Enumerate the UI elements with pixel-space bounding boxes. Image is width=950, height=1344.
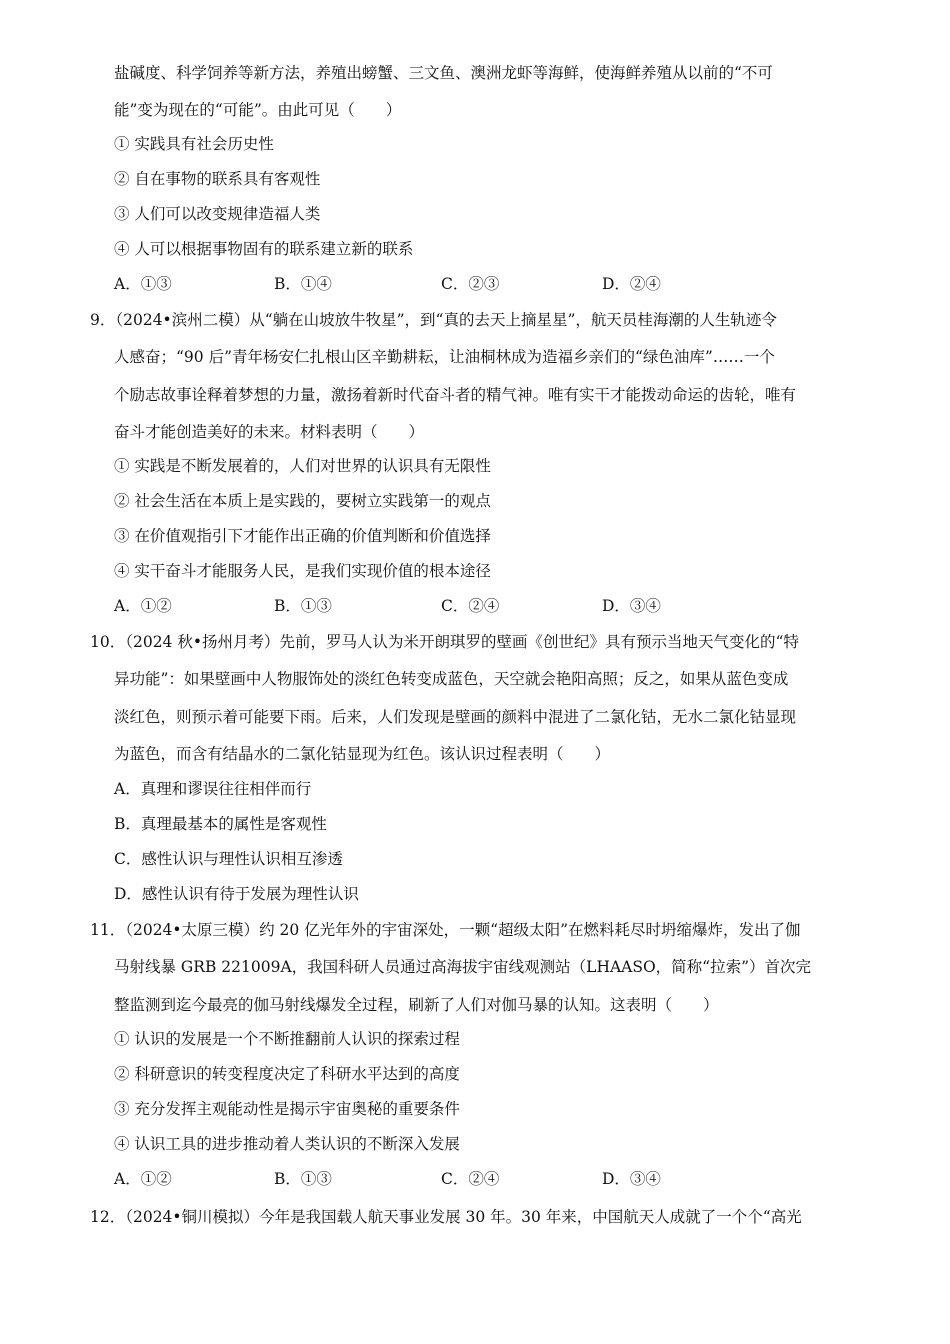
q8-options [114,273,714,295]
q10-option-a[interactable]: A．真理和谬误往往相伴而行 [114,780,312,798]
q9-stem-line: 奋斗才能创造美好的未来。材料表明（ ） [114,423,425,441]
q11-statement: ③ 充分发挥主观能动性是揭示宇宙奥秘的重要条件 [114,1100,460,1118]
q10-option-b[interactable]: B．真理最基本的属性是客观性 [114,815,327,833]
q9-statement: ② 社会生活在本质上是实践的，要树立实践第一的观点 [114,492,491,510]
q10-stem-line: 10．（2024 秋•扬州月考）先前，罗马人认为米开朗琪罗的壁画《创世纪》具有预示当地天气变化的“特 [90,633,799,651]
q9-statement: ① 实践是不断发展着的，人们对世界的认识具有无限性 [114,457,491,475]
q11-option-a[interactable]: A．①② [114,1170,172,1188]
q9-stem-line: 个励志故事诠释着梦想的力量，激扬着新时代奋斗者的精气神。唯有实干才能拨动命运的齿轮，唯有 [114,386,797,404]
q8-option-b[interactable]: B．①④ [274,275,332,293]
q11-stem-line: 整监测到迄今最亮的伽马射线爆发全过程，刷新了人们对伽马暴的认知。这表明（ ） [114,996,719,1014]
q8-statement: ③ 人们可以改变规律造福人类 [114,205,321,223]
q12-stem-line: 12．（2024•铜川模拟）今年是我国载人航天事业发展 30 年。30 年来，中国航天人成就了一个个“高光 [90,1208,802,1226]
q11-options [114,1168,714,1190]
q11-option-d[interactable]: D．③④ [602,1170,661,1188]
q8-text-line: 能”变为现在的“可能”。由此可见（ ） [114,101,402,119]
q9-option-d[interactable]: D．③④ [602,597,661,615]
q10-stem-line: 为蓝色，而含有结晶水的二氯化钴显现为红色。该认识过程表明（ ） [114,745,611,763]
q9-stem-line: 人感奋；“90 后”青年杨安仁扎根山区辛勤耕耘，让油桐林成为造福乡亲们的“绿色油库”……一个 [114,348,775,366]
q8-option-a[interactable]: A．①③ [114,275,172,293]
q9-stem-line: 9．（2024•滨州二模）从“躺在山坡放牛牧星”，到“真的去天上摘星星”，航天员桂海潮的人生轨迹令 [90,311,777,329]
q8-statement: ② 自在事物的联系具有客观性 [114,170,321,188]
q9-statement: ④ 实干奋斗才能服务人民，是我们实现价值的根本途径 [114,562,491,580]
q8-option-d[interactable]: D．②④ [602,275,661,293]
q9-statement: ③ 在价值观指引下才能作出正确的价值判断和价值选择 [114,527,491,545]
q11-stem-line: 马射线暴 GRB 221009A，我国科研人员通过高海拔宇宙线观测站（LHAASO，简称“拉索”）首次完 [114,958,812,976]
q8-text-line: 盐碱度、科学饲养等新方法，养殖出螃蟹、三文鱼、澳洲龙虾等海鲜，使海鲜养殖从以前的“不可 [114,64,773,82]
q8-statement: ④ 人可以根据事物固有的联系建立新的联系 [114,240,414,258]
q10-stem-line: 异功能”：如果壁画中人物服饰处的淡红色转变成蓝色，天空就会艳阳高照；反之，如果从蓝色变成 [114,670,789,688]
q10-stem-line: 淡红色，则预示着可能要下雨。后来，人们发现是壁画的颜料中混进了二氯化钴，无水二氯化钴显现 [114,708,797,726]
q9-option-a[interactable]: A．①② [114,597,172,615]
q8-statement: ① 实践具有社会历史性 [114,135,274,153]
q11-option-c[interactable]: C．②④ [441,1170,500,1188]
q11-option-b[interactable]: B．①③ [274,1170,332,1188]
q10-option-d[interactable]: D．感性认识有待于发展为理性认识 [114,885,359,903]
q9-options [114,595,714,617]
q11-stem-line: 11．（2024•太原三模）约 20 亿光年外的宇宙深处，一颗“超级太阳”在燃料耗尽时坍缩爆炸，发出了伽 [90,921,801,939]
q11-statement: ② 科研意识的转变程度决定了科研水平达到的高度 [114,1065,460,1083]
q9-option-b[interactable]: B．①③ [274,597,332,615]
q11-statement: ④ 认识工具的进步推动着人类认识的不断深入发展 [114,1135,460,1153]
q10-option-c[interactable]: C．感性认识与理性认识相互渗透 [114,850,343,868]
q8-option-c[interactable]: C．②③ [441,275,500,293]
q9-option-c[interactable]: C．②④ [441,597,500,615]
q11-statement: ① 认识的发展是一个不断推翻前人认识的探索过程 [114,1030,460,1048]
